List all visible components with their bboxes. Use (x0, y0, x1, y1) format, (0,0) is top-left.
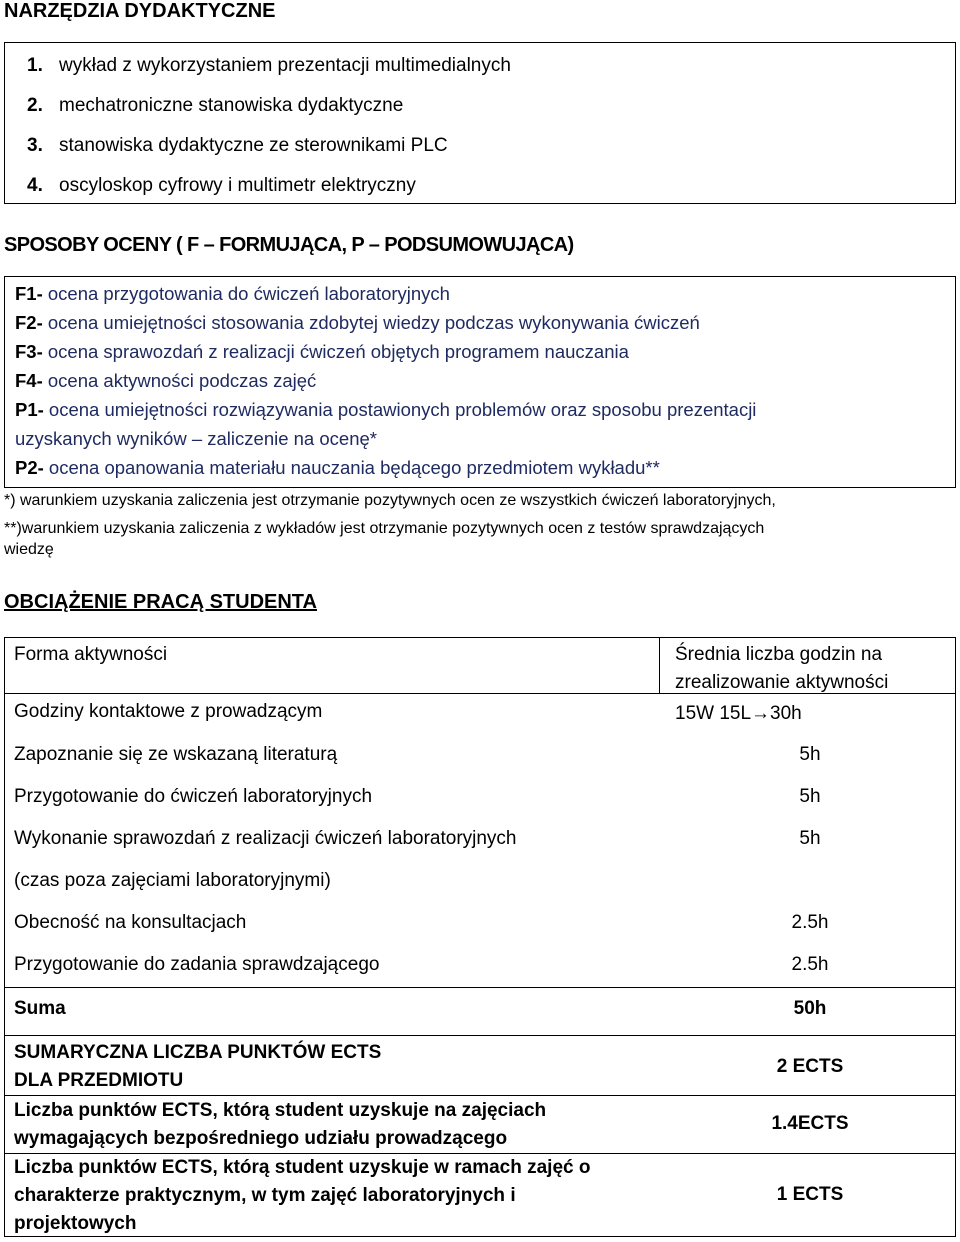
activity-hours: 15W 15L→30h (675, 703, 802, 724)
workload-heading: OBCIĄŻENIE PRACĄ STUDENTA (4, 591, 317, 613)
ects-contact-value: 1.4ECTS (771, 1113, 849, 1134)
activity-label: Przygotowanie do zadania sprawdzającego (14, 954, 380, 975)
tools-item: 1. wykład z wykorzystaniem prezentacji multimedialnych (27, 55, 511, 76)
assessment-item: uzyskanych wyników – zaliczenie na ocenę* (15, 428, 377, 449)
assessment-box (4, 276, 956, 488)
tools-item: 4. oscyloskop cyfrowy i multimetr elektryczny (27, 175, 416, 196)
row-divider (5, 1095, 955, 1096)
row-divider (5, 693, 955, 694)
sum-label: Suma (14, 998, 66, 1019)
activity-hours: 5h (799, 828, 821, 849)
col2-header-line1: Średnia liczba godzin na (675, 644, 883, 665)
activity-label: Wykonanie sprawozdań z realizacji ćwiczeń laboratoryjnych (14, 828, 517, 849)
activity-hours: 2.5h (791, 912, 829, 933)
ects-practical-label: charakterze praktycznym, w tym zajęć laboratoryjnych i (14, 1185, 516, 1206)
assessment-heading: SPOSOBY OCENY ( F – FORMUJĄCA, P – PODSUMOWUJĄCA) (4, 234, 574, 256)
ects-contact-label: wymagających bezpośredniego udziału prowadzącego (14, 1128, 508, 1149)
sum-value: 50h (793, 998, 827, 1019)
assessment-item: F4- ocena aktywności podczas zajęć (15, 370, 317, 391)
assessment-item: P1- ocena umiejętności rozwiązywania postawionych problemów oraz sposobu prezentacji (15, 399, 757, 420)
assessment-item: F2- ocena umiejętności stosowania zdobytej wiedzy podczas wykonywania ćwiczeń (15, 312, 700, 333)
activity-hours: 2.5h (791, 954, 829, 975)
activity-label: Zapoznanie się ze wskazaną literaturą (14, 744, 338, 765)
activity-hours: 5h (799, 744, 821, 765)
col2-header-line2: zrealizowanie aktywności (675, 672, 889, 693)
assessment-note: **)warunkiem uzyskania zaliczenia z wykładów jest otrzymanie pozytywnych ocen z testów sprawdzających (4, 520, 765, 537)
workload-table (4, 637, 956, 1237)
assessment-note: *) warunkiem uzyskania zaliczenia jest otrzymanie pozytywnych ocen ze wszystkich ćwiczeń laboratoryjnych, (4, 492, 776, 509)
ects-practical-label: Liczba punktów ECTS, którą student uzyskuje w ramach zajęć o (14, 1157, 591, 1178)
tools-heading: NARZĘDZIA DYDAKTYCZNE (4, 0, 276, 22)
activity-label: Przygotowanie do ćwiczeń laboratoryjnych (14, 786, 373, 807)
ects-practical-label: projektowych (14, 1213, 137, 1234)
ects-total-label: DLA PRZEDMIOTU (14, 1070, 184, 1091)
column-divider (659, 638, 660, 694)
tools-item: 3. stanowiska dydaktyczne ze sterownikami PLC (27, 135, 448, 156)
assessment-note: wiedzę (4, 541, 54, 558)
assessment-item: P2- ocena opanowania materiału nauczania będącego przedmiotem wykładu** (15, 457, 660, 478)
row-divider (5, 987, 955, 988)
ects-practical-value: 1 ECTS (776, 1184, 844, 1205)
activity-label: Obecność na konsultacjach (14, 912, 247, 933)
assessment-item: F1- ocena przygotowania do ćwiczeń laboratoryjnych (15, 283, 450, 304)
ects-total-label: SUMARYCZNA LICZBA PUNKTÓW ECTS (14, 1042, 382, 1063)
ects-contact-label: Liczba punktów ECTS, którą student uzyskuje na zajęciach (14, 1100, 547, 1121)
tools-item: 2. mechatroniczne stanowiska dydaktyczne (27, 95, 404, 116)
activity-label: (czas poza zajęciami laboratoryjnymi) (14, 870, 331, 891)
activity-hours: 5h (799, 786, 821, 807)
activity-label: Godziny kontaktowe z prowadzącym (14, 701, 323, 722)
ects-total-value: 2 ECTS (776, 1056, 844, 1077)
col1-header: Forma aktywności (14, 644, 168, 665)
tools-box (4, 42, 956, 204)
assessment-item: F3- ocena sprawozdań z realizacji ćwiczeń objętych programem nauczania (15, 341, 629, 362)
row-divider (5, 1035, 955, 1036)
